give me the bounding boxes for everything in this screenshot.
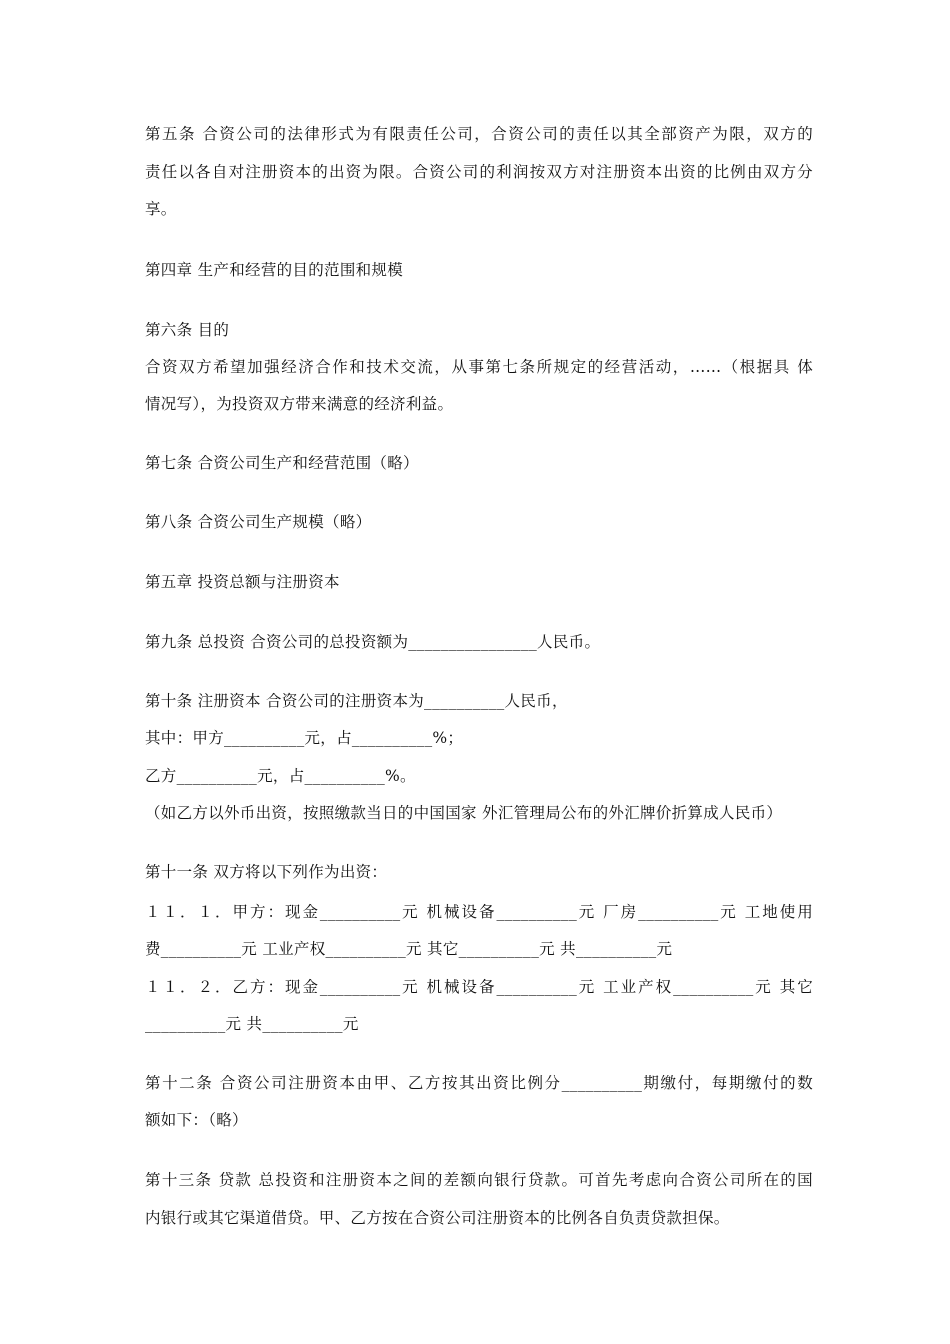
article-12-line-2: 额如下：（略） [145, 1111, 248, 1129]
article-10-line-3: 乙方__________元，占__________%。 [145, 767, 416, 785]
article-11-2-line-2: __________元 共__________元 [145, 1015, 359, 1033]
article-12-line-1: 第十二条 合资公司注册资本由甲、乙方按其出资比例分__________期缴付，每期缴付的数 [145, 1074, 813, 1092]
article-5-line-1: 第五条 合资公司的法律形式为有限责任公司，合资公司的责任以其全部资产为限，双方的 [145, 125, 813, 143]
article-10-line-2: 其中：甲方__________元，占__________%； [145, 729, 464, 747]
article-13-line-2: 内银行或其它渠道借贷。甲、乙方按在合资公司注册资本的比例各自负责贷款担保。 [145, 1209, 730, 1227]
chapter-4-heading: 第四章 生产和经营的目的范围和规模 [145, 261, 404, 279]
article-6-line-2: 情况写），为投资双方带来满意的经济利益。 [145, 395, 454, 413]
article-11-2-line-1: １１．２．乙方：现金__________元 机械设备__________元 工业产权__________元 其它 [145, 978, 813, 996]
article-9: 第九条 总投资 合资公司的总投资额为________________人民币。 [145, 633, 601, 651]
article-5-line-3: 享。 [145, 200, 177, 218]
article-6-heading: 第六条 目的 [145, 321, 230, 339]
article-11-heading: 第十一条 双方将以下列作为出资： [145, 863, 388, 881]
article-5-line-2: 责任以各自对注册资本的出资为限。合资公司的利润按双方对注册资本出资的比例由双方分 [145, 163, 813, 181]
article-8: 第八条 合资公司生产规模（略） [145, 513, 372, 531]
article-7: 第七条 合资公司生产和经营范围（略） [145, 454, 419, 472]
article-10-note: （如乙方以外币出资，按照缴款当日的中国国家 外汇管理局公布的外汇牌价折算成人民币） [145, 804, 783, 822]
article-6-line-1: 合资双方希望加强经济合作和技术交流，从事第七条所规定的经营活动，……（根据具 体 [145, 358, 813, 376]
chapter-5-heading: 第五章 投资总额与注册资本 [145, 573, 340, 591]
article-11-1-line-2: 费__________元 工业产权__________元 其它__________元 共__________元 [145, 940, 673, 958]
article-13-line-1: 第十三条 贷款 总投资和注册资本之间的差额向银行贷款。可首先考虑向合资公司所在的国 [145, 1171, 813, 1189]
article-11-1-line-1: １１．１．甲方：现金__________元 机械设备__________元 厂房__________元 工地使用 [145, 903, 813, 921]
article-10-line-1: 第十条 注册资本 合资公司的注册资本为__________人民币， [145, 692, 568, 710]
